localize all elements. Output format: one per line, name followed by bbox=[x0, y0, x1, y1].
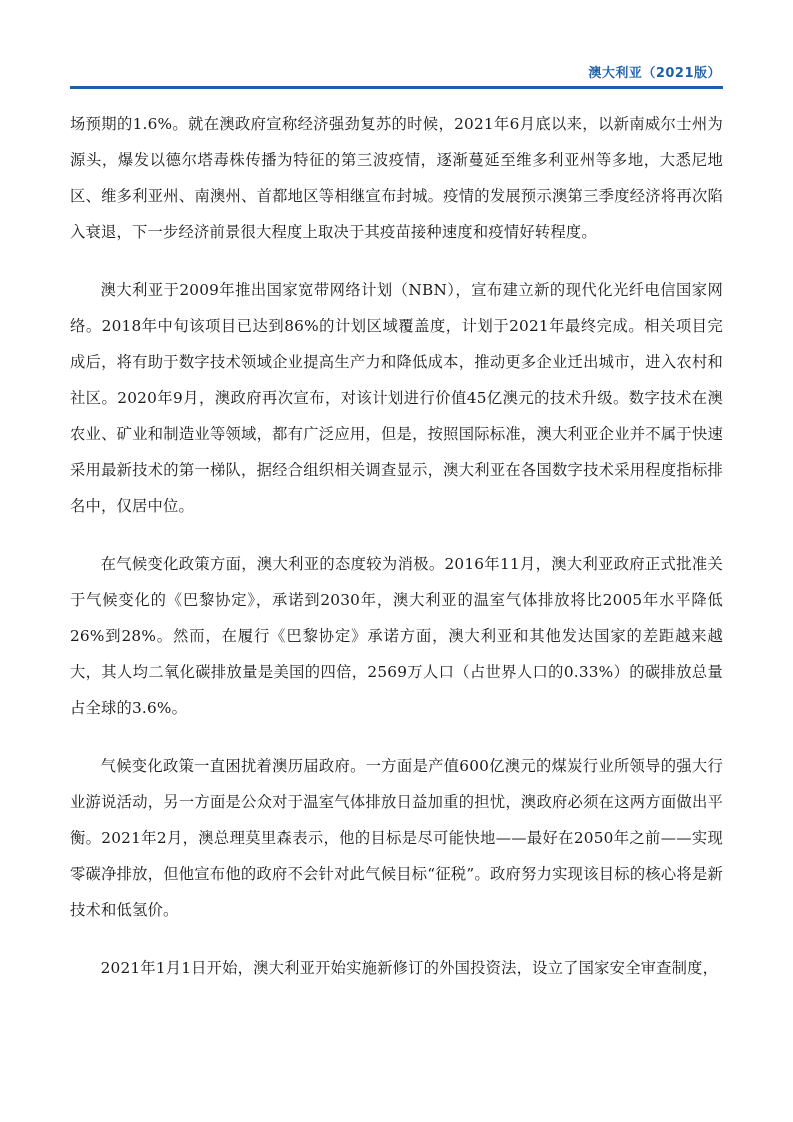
header-title: 澳大利亚（2021版） bbox=[588, 66, 721, 81]
paragraph-nbn: 澳大利亚于2009年推出国家宽带网络计划（NBN），宣布建立新的现代化光纤电信国家网络。2018年中旬该项目已达到86%的计划区域覆盖度，计划于2021年最终完成。相关项目完成后，将有助于数字技术领域企业提高生产力和降低成本，推动更多企业迁出城市，进入农村和社区。2020年9月，澳政府再次宣布，对该计划进行价值45亿澳元的技术升级。数字技术在澳农业、矿业和制造业等领域，都有广泛应用，但是，按照国际标准，澳大利亚企业并不属于快速采用最新技术的第一梯队，据经合组织相关调查显示，澳大利亚在各国数字技术采用程度指标排名中，仅居中位。 bbox=[70, 281, 723, 515]
paragraph-climate-policy: 在气候变化政策方面，澳大利亚的态度较为消极。2016年11月，澳大利亚政府正式批准关于气候变化的《巴黎协定》，承诺到2030年，澳大利亚的温室气体排放将比2005年水平降低26%到28%。然而，在履行《巴黎协定》承诺方面，澳大利亚和其他发达国家的差距越来越大，其人均二氧化碳排放量是美国的四倍，2569万人口（占世界人口的0.33%）的碳排放总量占全球的3.6%。 bbox=[70, 555, 723, 717]
paragraph-foreign-investment: 2021年1月1日开始，澳大利亚开始实施新修订的外国投资法，设立了国家安全审查制度， bbox=[100, 959, 719, 977]
paragraph-climate-government: 气候变化政策一直困扰着澳历届政府。一方面是产值600亿澳元的煤炭行业所领导的强大行业游说活动，另一方面是公众对于温室气体排放日益加重的担忧，澳政府必须在这两方面做出平衡。2021年2月，澳总理莫里森表示，他的目标是尽可能快地——最好在2050年之前——实现零碳净排放，但他宣布他的政府不会针对此气候目标“征税”。政府努力实现该目标的核心将是新技术和低氢价。 bbox=[70, 757, 723, 919]
paragraph-continuation: 场预期的1.6%。就在澳政府宣称经济强劲复苏的时候，2021年6月底以来，以新南威尔士州为源头，爆发以德尔塔毒株传播为特征的第三波疫情，逐渐蔓延至维多利亚州等多地，大悉尼地区、维多利亚州、南澳州、首都地区等相继宣布封城。疫情的发展预示澳第三季度经济将再次陷入衰退，下一步经济前景很大程度上取决于其疫苗接种速度和疫情好转程度。 bbox=[70, 115, 723, 241]
header-divider bbox=[70, 86, 723, 89]
document-body bbox=[70, 106, 723, 1008]
page-header bbox=[70, 62, 723, 92]
